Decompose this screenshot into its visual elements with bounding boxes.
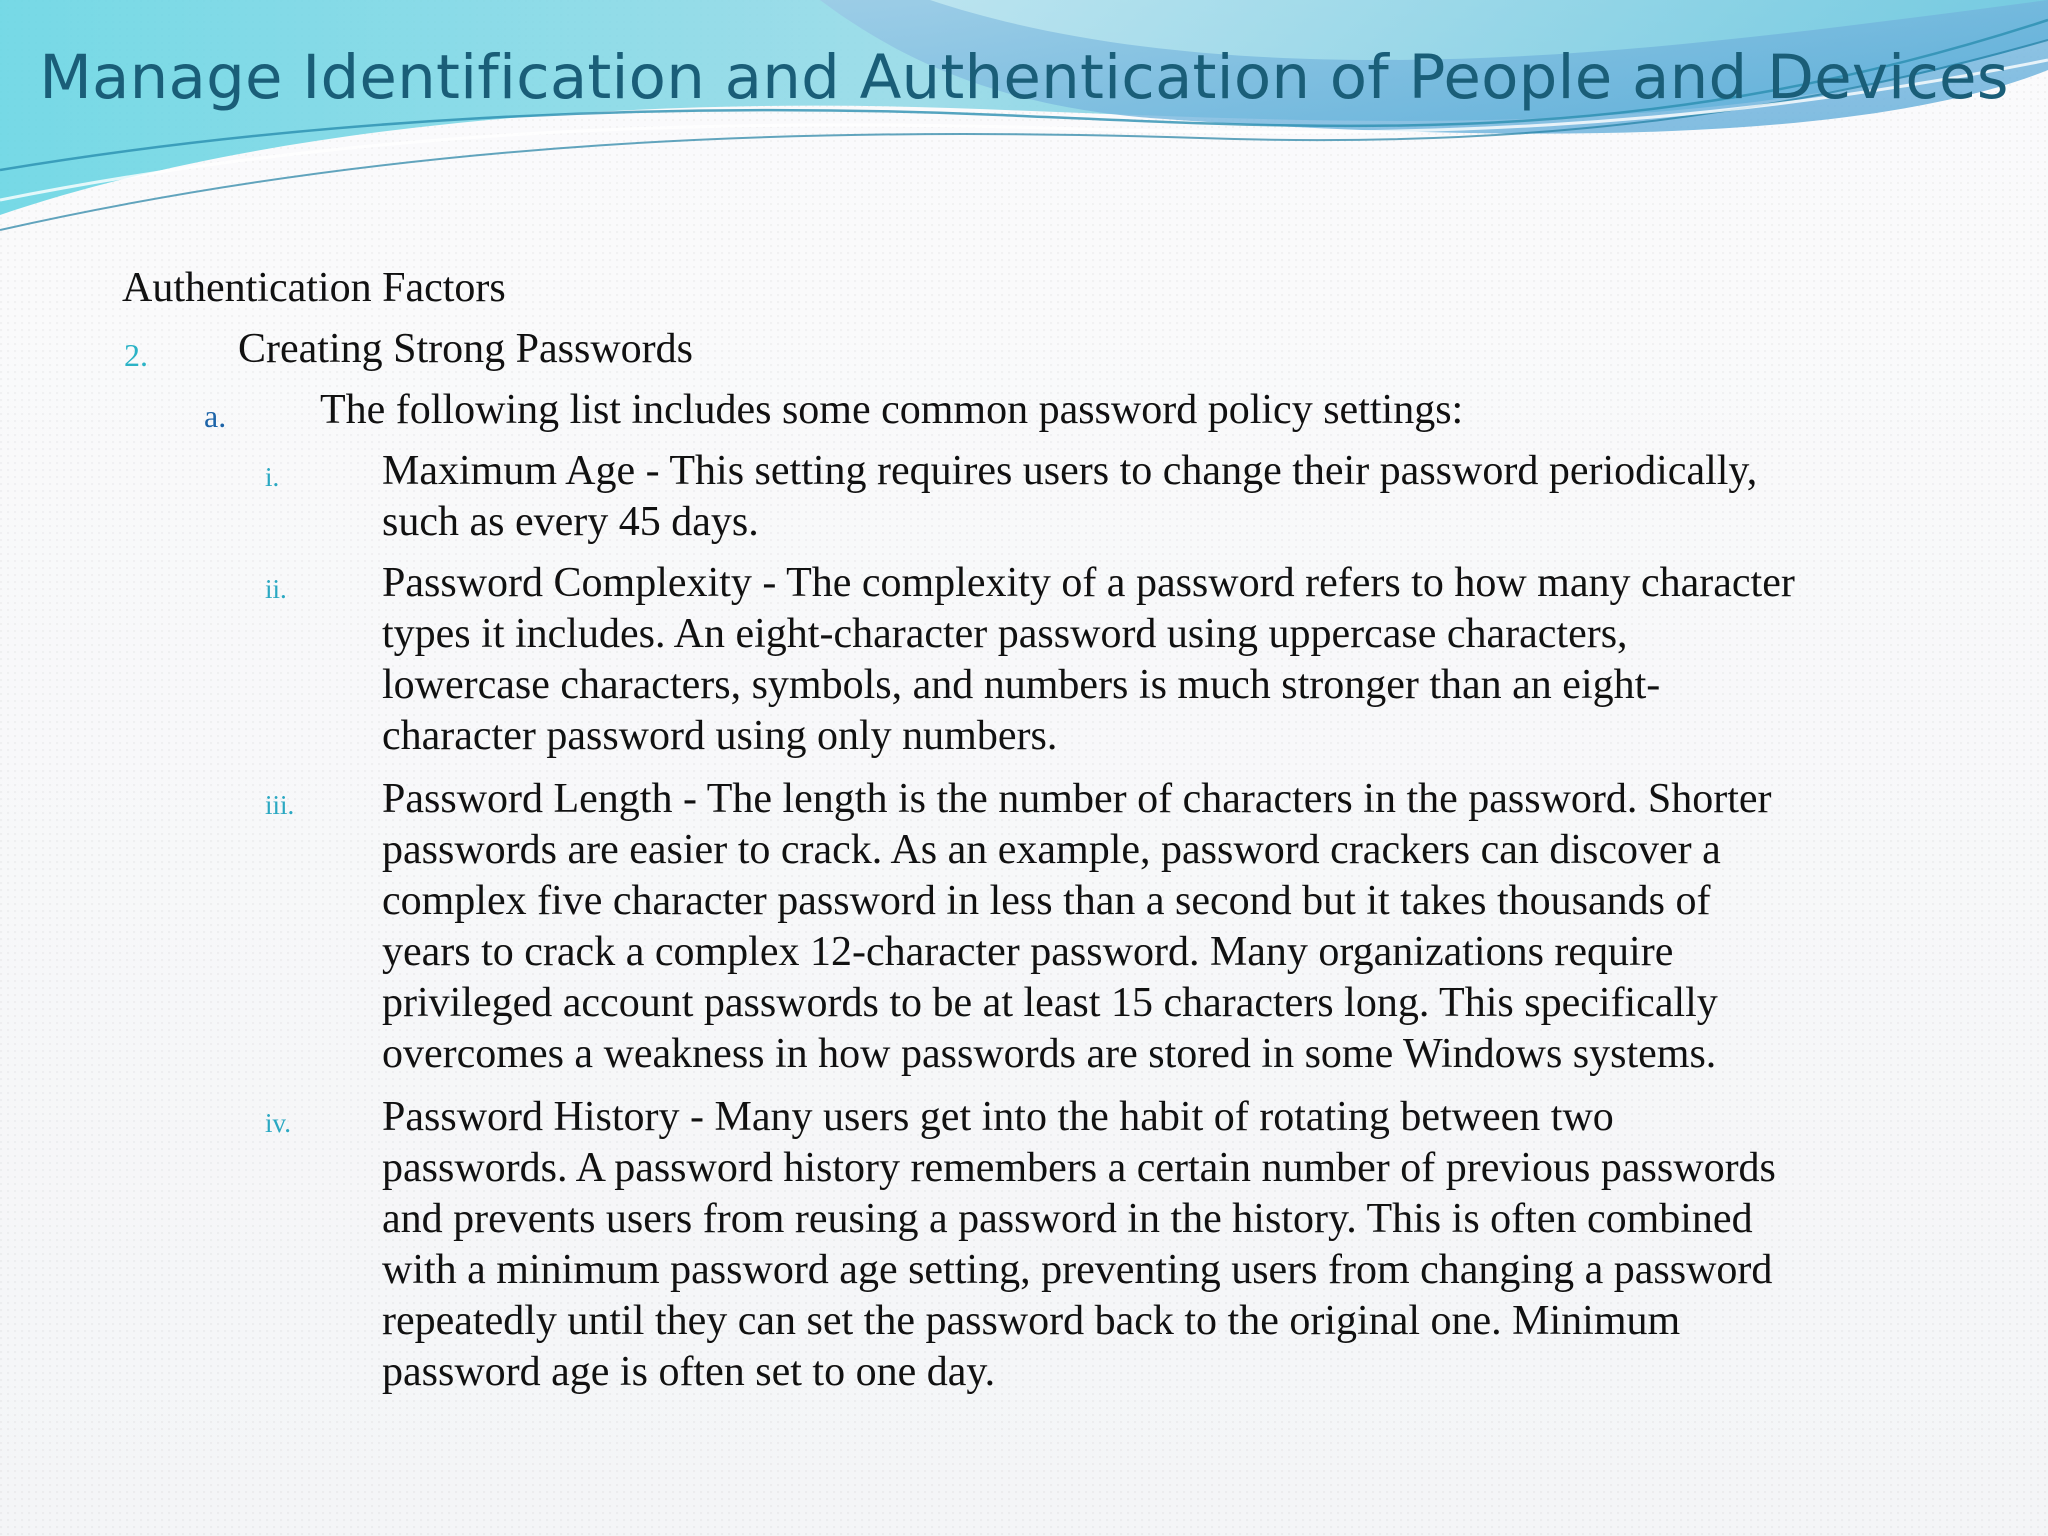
item-line: with a minimum password age setting, preventing users from changing a password [382, 1247, 1773, 1293]
item-line: Password Length - The length is the number of characters in the password. Shorter [382, 776, 1772, 822]
item-line: Password Complexity - The complexity of a password refers to how many character [382, 560, 1795, 606]
item-line: overcomes a weakness in how passwords are stored in some Windows systems. [382, 1031, 1717, 1077]
section-title: Creating Strong Passwords [238, 326, 693, 372]
heading-authentication-factors: Authentication Factors [122, 265, 506, 311]
item-line: and prevents users from reusing a password in the history. This is often combined [382, 1196, 1753, 1242]
list-roman-marker: iv. [265, 1108, 291, 1138]
item-line: character password using only numbers. [382, 713, 1058, 759]
item-line: complex five character password in less than a second but it takes thousands of [382, 878, 1711, 924]
list-alpha-marker: a. [204, 398, 227, 434]
subsection-intro: The following list includes some common password policy settings: [320, 387, 1464, 433]
item-line: such as every 45 days. [382, 499, 759, 545]
item-line: repeatedly until they can set the password back to the original one. Minimum [382, 1298, 1681, 1344]
list-number-marker: 2. [124, 337, 148, 373]
list-roman-marker: ii. [265, 574, 287, 604]
item-line: years to crack a complex 12-character password. Many organizations require [382, 929, 1674, 975]
item-line: lowercase characters, symbols, and numbers is much stronger than an eight- [382, 662, 1661, 708]
list-roman-marker: i. [265, 462, 280, 492]
item-line: passwords. A password history remembers a certain number of previous passwords [382, 1145, 1776, 1191]
item-line: privileged account passwords to be at least 15 characters long. This specifically [382, 980, 1718, 1026]
item-line: types it includes. An eight-character password using uppercase characters, [382, 611, 1628, 657]
item-line: Password History - Many users get into the habit of rotating between two [382, 1094, 1614, 1140]
item-line: password age is often set to one day. [382, 1349, 996, 1395]
item-line: passwords are easier to crack. As an example, password crackers can discover a [382, 827, 1721, 873]
item-line: Maximum Age - This setting requires users to change their password periodically, [382, 448, 1758, 494]
list-roman-marker: iii. [265, 790, 295, 820]
slide-title: Manage Identification and Authentication of People and Devices [39, 42, 2009, 113]
